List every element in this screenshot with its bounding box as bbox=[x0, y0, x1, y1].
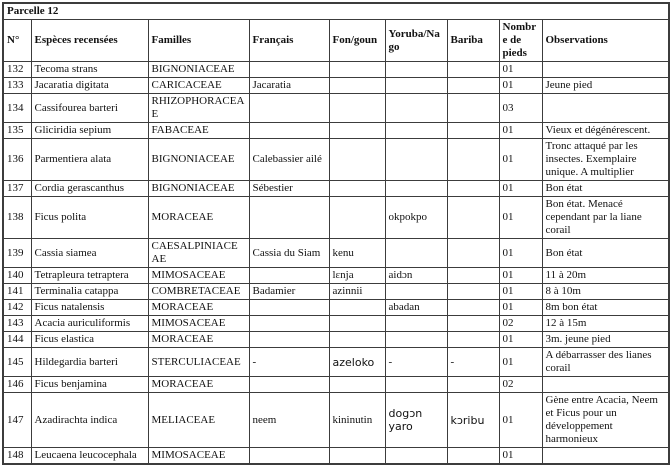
cell-famille: MELIACEAE bbox=[148, 393, 249, 448]
cell-francais: neem bbox=[249, 393, 329, 448]
cell-yoruba-nago: abadan bbox=[385, 300, 447, 316]
cell-numero: 148 bbox=[3, 448, 31, 465]
cell-famille: MIMOSACEAE bbox=[148, 448, 249, 465]
cell-espece: Tecoma strans bbox=[31, 62, 148, 78]
cell-bariba bbox=[447, 139, 499, 181]
cell-yoruba-nago: dogɔn yaro bbox=[385, 393, 447, 448]
cell-numero: 147 bbox=[3, 393, 31, 448]
cell-francais: - bbox=[249, 348, 329, 377]
cell-bariba bbox=[447, 78, 499, 94]
cell-observations bbox=[542, 377, 669, 393]
cell-observations: 8m bon état bbox=[542, 300, 669, 316]
cell-nombre-pieds: 01 bbox=[499, 239, 542, 268]
cell-observations: 8 à 10m bbox=[542, 284, 669, 300]
cell-yoruba-nago bbox=[385, 123, 447, 139]
cell-observations: Bon état bbox=[542, 239, 669, 268]
cell-yoruba-nago bbox=[385, 377, 447, 393]
cell-espece: Ficus elastica bbox=[31, 332, 148, 348]
cell-francais: Badamier bbox=[249, 284, 329, 300]
table-row bbox=[3, 123, 669, 139]
cell-espece: Cassifourea barteri bbox=[31, 94, 148, 123]
cell-fon-goun bbox=[329, 332, 385, 348]
column-header-nombre-pieds: Nombre de pieds bbox=[499, 20, 542, 62]
cell-nombre-pieds: 02 bbox=[499, 316, 542, 332]
cell-fon-goun bbox=[329, 197, 385, 239]
table-row bbox=[3, 268, 669, 284]
cell-numero: 143 bbox=[3, 316, 31, 332]
cell-espece: Tetrapleura tetraptera bbox=[31, 268, 148, 284]
cell-nombre-pieds: 01 bbox=[499, 197, 542, 239]
column-header-fon-goun: Fon/goun bbox=[329, 20, 385, 62]
cell-bariba bbox=[447, 197, 499, 239]
cell-famille: BIGNONIACEAE bbox=[148, 62, 249, 78]
cell-numero: 136 bbox=[3, 139, 31, 181]
cell-espece: Leucaena leucocephala bbox=[31, 448, 148, 465]
cell-numero: 142 bbox=[3, 300, 31, 316]
cell-famille: MIMOSACEAE bbox=[148, 268, 249, 284]
cell-famille: RHIZOPHORACEAE bbox=[148, 94, 249, 123]
cell-fon-goun: azeloko bbox=[329, 348, 385, 377]
cell-yoruba-nago bbox=[385, 316, 447, 332]
cell-francais bbox=[249, 62, 329, 78]
cell-numero: 139 bbox=[3, 239, 31, 268]
cell-yoruba-nago: - bbox=[385, 348, 447, 377]
cell-observations bbox=[542, 94, 669, 123]
cell-fon-goun bbox=[329, 94, 385, 123]
cell-numero: 137 bbox=[3, 181, 31, 197]
cell-francais bbox=[249, 377, 329, 393]
cell-famille: BIGNONIACEAE bbox=[148, 139, 249, 181]
table-row bbox=[3, 316, 669, 332]
cell-numero: 135 bbox=[3, 123, 31, 139]
cell-francais: Jacaratia bbox=[249, 78, 329, 94]
cell-famille: MORACEAE bbox=[148, 300, 249, 316]
cell-yoruba-nago bbox=[385, 78, 447, 94]
cell-yoruba-nago bbox=[385, 94, 447, 123]
cell-bariba bbox=[447, 332, 499, 348]
cell-numero: 146 bbox=[3, 377, 31, 393]
cell-observations: Vieux et dégénérescent. bbox=[542, 123, 669, 139]
cell-famille: CAESALPINIACEAE bbox=[148, 239, 249, 268]
cell-numero: 138 bbox=[3, 197, 31, 239]
table-row bbox=[3, 239, 669, 268]
table-row bbox=[3, 377, 669, 393]
cell-bariba: kɔribu bbox=[447, 393, 499, 448]
cell-fon-goun bbox=[329, 300, 385, 316]
column-header-numero: N° bbox=[3, 20, 31, 62]
header-row bbox=[3, 20, 669, 62]
table-row bbox=[3, 448, 669, 465]
cell-francais bbox=[249, 332, 329, 348]
cell-francais bbox=[249, 123, 329, 139]
table-row bbox=[3, 78, 669, 94]
cell-nombre-pieds: 01 bbox=[499, 332, 542, 348]
cell-francais: Cassia du Siam bbox=[249, 239, 329, 268]
cell-famille: MIMOSACEAE bbox=[148, 316, 249, 332]
cell-nombre-pieds: 01 bbox=[499, 78, 542, 94]
cell-famille: BIGNONIACEAE bbox=[148, 181, 249, 197]
cell-nombre-pieds: 01 bbox=[499, 284, 542, 300]
cell-francais bbox=[249, 94, 329, 123]
cell-numero: 141 bbox=[3, 284, 31, 300]
cell-francais: Calebassier ailé bbox=[249, 139, 329, 181]
cell-observations: 3m. jeune pied bbox=[542, 332, 669, 348]
cell-espece: Terminalia catappa bbox=[31, 284, 148, 300]
cell-numero: 145 bbox=[3, 348, 31, 377]
cell-fon-goun bbox=[329, 139, 385, 181]
column-header-yoruba-nago: Yoruba/Nago bbox=[385, 20, 447, 62]
cell-espece: Jacaratia digitata bbox=[31, 78, 148, 94]
table-row bbox=[3, 181, 669, 197]
cell-numero: 133 bbox=[3, 78, 31, 94]
parcelle-table bbox=[2, 2, 670, 465]
cell-yoruba-nago bbox=[385, 284, 447, 300]
column-header-observations: Observations bbox=[542, 20, 669, 62]
cell-nombre-pieds: 01 bbox=[499, 139, 542, 181]
column-header-familles: Familles bbox=[148, 20, 249, 62]
cell-francais bbox=[249, 268, 329, 284]
table-row bbox=[3, 139, 669, 181]
cell-famille: MORACEAE bbox=[148, 377, 249, 393]
cell-nombre-pieds: 01 bbox=[499, 393, 542, 448]
cell-nombre-pieds: 01 bbox=[499, 62, 542, 78]
cell-famille: MORACEAE bbox=[148, 197, 249, 239]
cell-yoruba-nago: okpokpo bbox=[385, 197, 447, 239]
cell-fon-goun bbox=[329, 123, 385, 139]
cell-bariba bbox=[447, 268, 499, 284]
table-row bbox=[3, 197, 669, 239]
cell-bariba bbox=[447, 181, 499, 197]
cell-famille: STERCULIACEAE bbox=[148, 348, 249, 377]
cell-espece: Cordia gerascanthus bbox=[31, 181, 148, 197]
table-row bbox=[3, 300, 669, 316]
cell-espece: Azadirachta indica bbox=[31, 393, 148, 448]
cell-nombre-pieds: 01 bbox=[499, 268, 542, 284]
cell-nombre-pieds: 01 bbox=[499, 181, 542, 197]
cell-nombre-pieds: 01 bbox=[499, 448, 542, 465]
cell-observations: 11 à 20m bbox=[542, 268, 669, 284]
cell-espece: Acacia auriculiformis bbox=[31, 316, 148, 332]
cell-fon-goun bbox=[329, 316, 385, 332]
cell-francais: Sébestier bbox=[249, 181, 329, 197]
cell-nombre-pieds: 01 bbox=[499, 300, 542, 316]
cell-observations: Jeune pied bbox=[542, 78, 669, 94]
cell-espece: Hildegardia barteri bbox=[31, 348, 148, 377]
cell-bariba bbox=[447, 316, 499, 332]
column-header-bariba: Bariba bbox=[447, 20, 499, 62]
cell-bariba bbox=[447, 377, 499, 393]
cell-yoruba-nago bbox=[385, 181, 447, 197]
cell-francais bbox=[249, 448, 329, 465]
cell-bariba bbox=[447, 123, 499, 139]
cell-espece: Parmentiera alata bbox=[31, 139, 148, 181]
cell-observations: Bon état. Menacé cependant par la liane corail bbox=[542, 197, 669, 239]
cell-fon-goun bbox=[329, 62, 385, 78]
cell-nombre-pieds: 03 bbox=[499, 94, 542, 123]
cell-numero: 132 bbox=[3, 62, 31, 78]
cell-fon-goun bbox=[329, 448, 385, 465]
cell-fon-goun: azinnii bbox=[329, 284, 385, 300]
cell-bariba bbox=[447, 300, 499, 316]
cell-francais bbox=[249, 300, 329, 316]
cell-observations: Gène entre Acacia, Neem et Ficus pour un développement harmonieux bbox=[542, 393, 669, 448]
column-header-especes: Espèces recensées bbox=[31, 20, 148, 62]
cell-francais bbox=[249, 197, 329, 239]
table-row bbox=[3, 348, 669, 377]
cell-yoruba-nago bbox=[385, 448, 447, 465]
cell-francais bbox=[249, 316, 329, 332]
cell-espece: Ficus natalensis bbox=[31, 300, 148, 316]
table-row bbox=[3, 393, 669, 448]
cell-famille: MORACEAE bbox=[148, 332, 249, 348]
cell-yoruba-nago bbox=[385, 332, 447, 348]
cell-yoruba-nago bbox=[385, 139, 447, 181]
cell-fon-goun bbox=[329, 377, 385, 393]
cell-yoruba-nago: aidɔn bbox=[385, 268, 447, 284]
cell-bariba: - bbox=[447, 348, 499, 377]
column-header-francais: Français bbox=[249, 20, 329, 62]
cell-bariba bbox=[447, 94, 499, 123]
cell-yoruba-nago bbox=[385, 62, 447, 78]
cell-fon-goun bbox=[329, 181, 385, 197]
cell-fon-goun: lɛnja bbox=[329, 268, 385, 284]
table-row bbox=[3, 284, 669, 300]
cell-observations bbox=[542, 62, 669, 78]
table-row bbox=[3, 62, 669, 78]
table-title: Parcelle 12 bbox=[3, 3, 669, 20]
cell-observations bbox=[542, 448, 669, 465]
title-row bbox=[3, 3, 669, 20]
cell-espece: Ficus polita bbox=[31, 197, 148, 239]
cell-fon-goun: kininutin bbox=[329, 393, 385, 448]
cell-observations: Bon état bbox=[542, 181, 669, 197]
table-row bbox=[3, 94, 669, 123]
cell-bariba bbox=[447, 448, 499, 465]
cell-espece: Cassia siamea bbox=[31, 239, 148, 268]
cell-bariba bbox=[447, 284, 499, 300]
cell-bariba bbox=[447, 239, 499, 268]
cell-nombre-pieds: 01 bbox=[499, 348, 542, 377]
cell-nombre-pieds: 01 bbox=[499, 123, 542, 139]
cell-espece: Gliciridia sepium bbox=[31, 123, 148, 139]
cell-fon-goun: kenu bbox=[329, 239, 385, 268]
cell-famille: COMBRETACEAE bbox=[148, 284, 249, 300]
cell-yoruba-nago bbox=[385, 239, 447, 268]
cell-nombre-pieds: 02 bbox=[499, 377, 542, 393]
cell-famille: CARICACEAE bbox=[148, 78, 249, 94]
table-row bbox=[3, 332, 669, 348]
cell-observations: A débarrasser des lianes corail bbox=[542, 348, 669, 377]
cell-bariba bbox=[447, 62, 499, 78]
cell-famille: FABACEAE bbox=[148, 123, 249, 139]
cell-numero: 144 bbox=[3, 332, 31, 348]
cell-espece: Ficus benjamina bbox=[31, 377, 148, 393]
cell-observations: Tronc attaqué par les insectes. Exemplaire unique. A multiplier bbox=[542, 139, 669, 181]
cell-fon-goun bbox=[329, 78, 385, 94]
cell-numero: 134 bbox=[3, 94, 31, 123]
cell-numero: 140 bbox=[3, 268, 31, 284]
cell-observations: 12 à 15m bbox=[542, 316, 669, 332]
